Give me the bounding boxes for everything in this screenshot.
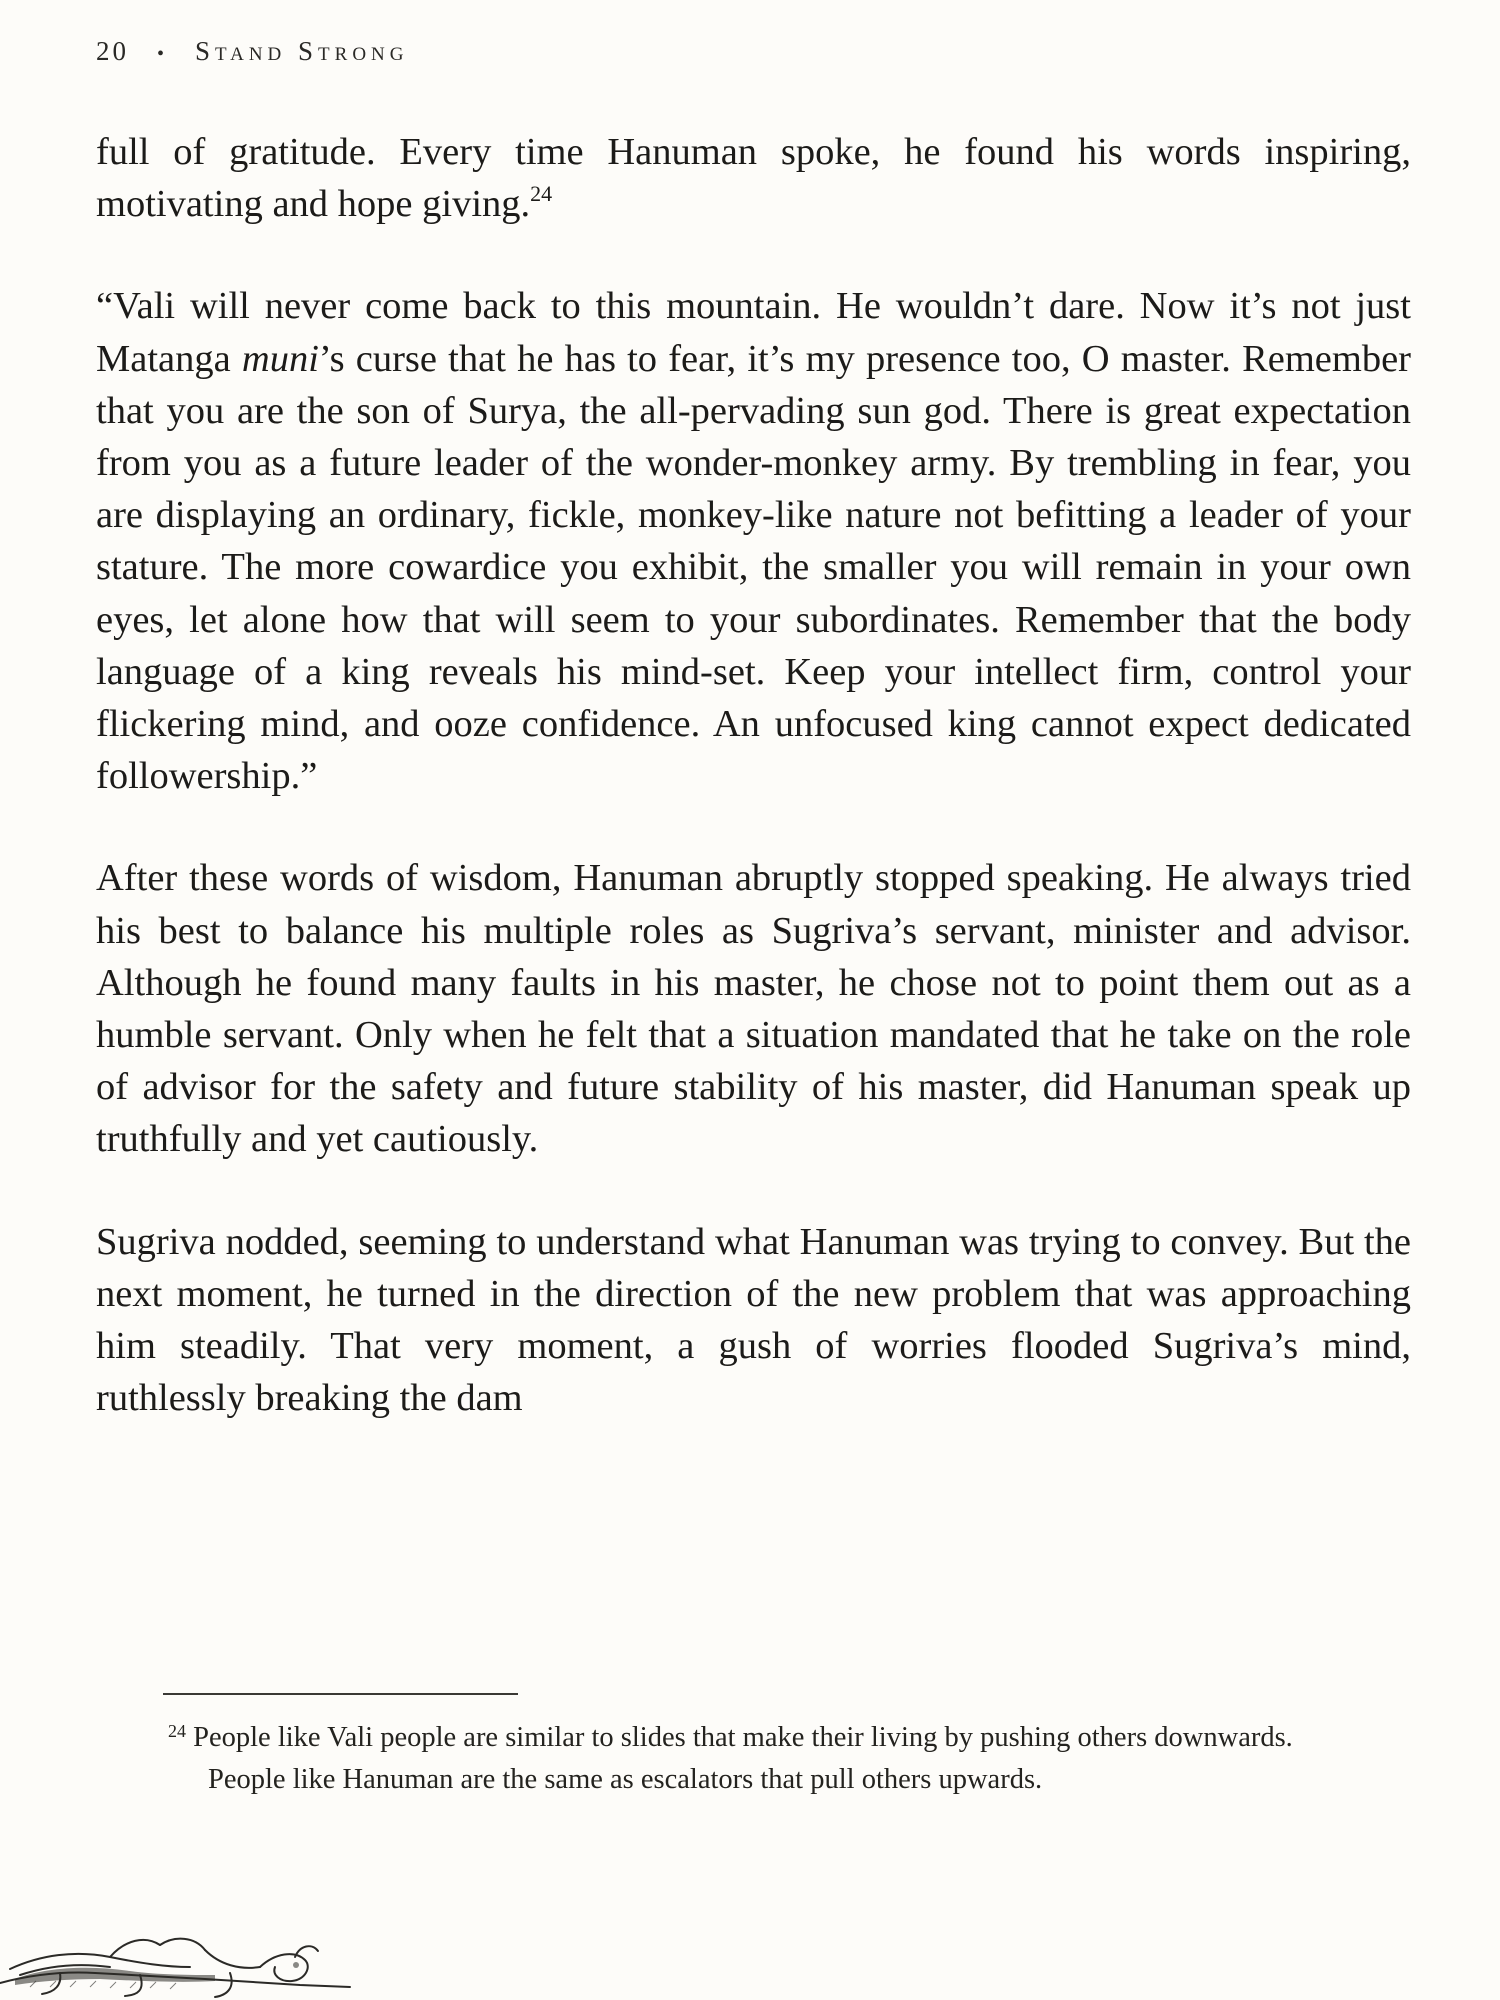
footnote-line-1: [168, 1718, 1350, 1758]
page-number: 20: [96, 36, 129, 66]
paragraph-4: Sugriva nodded, seeming to understand what Hanuman was trying to convey. But the next moment, he turned in the direction of the new problem that was approaching him steadily. That very moment, a gush of worries flooded Sugriva’s mind, ruthlessly breaking the dam: [96, 1220, 1411, 1420]
running-header: [96, 36, 409, 67]
monkey-illustration-icon: [0, 1895, 380, 2000]
body-text: [96, 126, 1411, 1474]
italic-term: muni: [241, 337, 319, 380]
header-separator: •: [157, 43, 168, 65]
footnote-rule: [163, 1693, 518, 1695]
paragraph-2-text-b: ’s curse that he has to fear, it’s my presence too, O master. Remember that you are the son of Surya, the all-pervading sun god. There is great expectation from you as a future leader of the wonder-monkey army. By trembling in fear, you are displaying an ordinary, fickle, monkey-like nature not befitting a leader of your stature. The more cowardice you exhibit, the smaller you will remain in your own eyes, let alone how that will seem to your subordinates. Remember that the body language of a king reveals his mind-set. Keep your intellect firm, control your flickering mind, and ooze confidence. An unfocused king cannot expect dedicated followership.”: [96, 337, 1411, 798]
footnote-line-2: People like Hanuman are the same as escalators that pull others upwards.: [208, 1764, 1043, 1795]
footnote: [168, 1718, 1350, 1800]
paragraph-1-text: full of gratitude. Every time Hanuman spoke, he found his words inspiring, motivating and hope giving.: [96, 131, 1411, 226]
running-title: Stand Strong: [195, 36, 409, 66]
footnote-text-1: People like Vali people are similar to slides that make their living by pushing others downwards.: [186, 1722, 1293, 1753]
paragraph-2: [96, 280, 1411, 802]
paragraph-2-text-a: “Vali will never come back to this mountain. He wouldn’t dare. Now it’s not just Matanga: [96, 285, 1411, 380]
footnote-number: 24: [168, 1721, 186, 1741]
paragraph-3: After these words of wisdom, Hanuman abruptly stopped speaking. He always tried his best to balance his multiple roles as Sugriva’s servant, minister and advisor. Although he found many faults in his master, he chose not to point them out as a humble servant. Only when he felt that a situation mandated that he take on the role of advisor for the safety and future stability of his master, did Hanuman speak up truthfully and yet cautiously.: [96, 857, 1411, 1161]
footnote-reference: 24: [530, 181, 553, 207]
paragraph-1: [96, 126, 1411, 230]
